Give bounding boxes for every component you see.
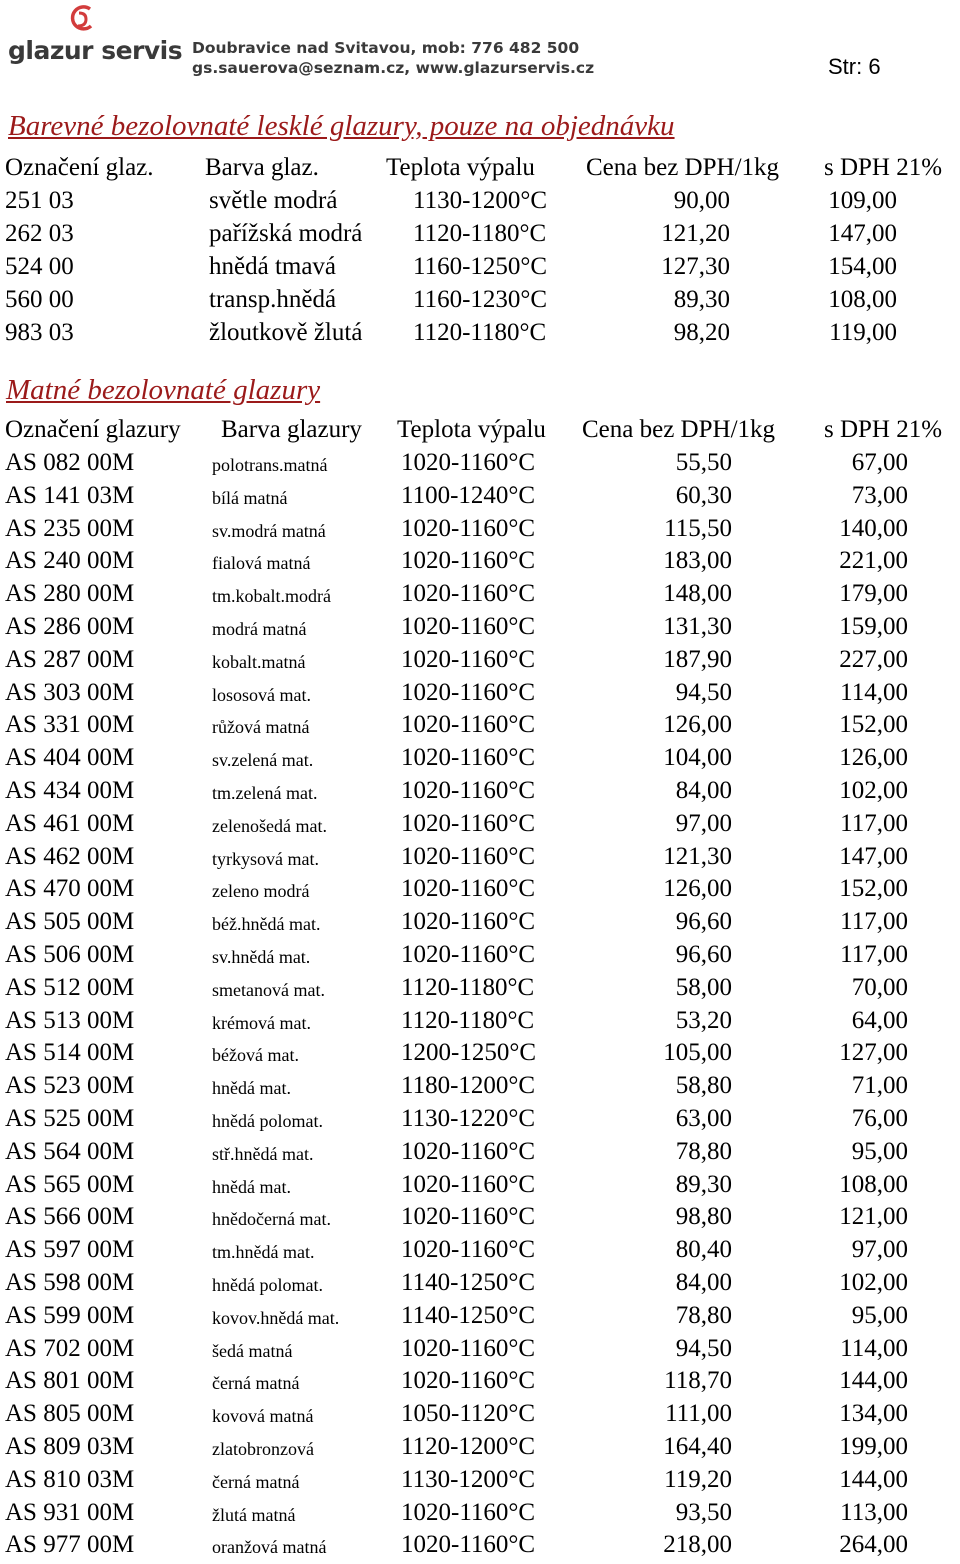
cell-vat: 264,00 xyxy=(839,1531,908,1559)
cell-temp: 1120-1200°C xyxy=(401,1432,536,1460)
cell-price: 78,80 xyxy=(675,1301,732,1329)
cell-color: tm.zelená mat. xyxy=(212,782,318,803)
cell-color: krémová mat. xyxy=(212,1012,311,1033)
cell-color: kovov.hnědá mat. xyxy=(212,1307,340,1328)
cell-color: transp.hnědá xyxy=(209,286,337,313)
cell-vat: 159,00 xyxy=(839,612,908,640)
cell-color: zelenošedá mat. xyxy=(212,815,327,836)
cell-temp: 1020-1160°C xyxy=(401,809,536,837)
table-row xyxy=(0,515,960,548)
cell-code: AS 801 00M xyxy=(5,1367,135,1395)
cell-color: zeleno modrá xyxy=(212,881,310,902)
cell-vat: 134,00 xyxy=(839,1400,908,1428)
cell-color: hnědá tmavá xyxy=(209,253,337,280)
table-row xyxy=(0,1433,960,1466)
col-temp-header: Teplota výpalu xyxy=(386,154,535,181)
cell-code: AS 280 00M xyxy=(5,580,135,608)
cell-temp: 1020-1160°C xyxy=(401,1531,536,1559)
table-row xyxy=(0,1499,960,1532)
cell-temp: 1100-1240°C xyxy=(401,481,536,509)
cell-price: 90,00 xyxy=(673,187,730,214)
cell-price: 218,00 xyxy=(663,1531,732,1559)
cell-code: 262 03 xyxy=(5,220,74,247)
cell-price: 58,80 xyxy=(675,1072,732,1100)
table-row xyxy=(0,1367,960,1400)
table-header-glossy xyxy=(0,154,960,184)
cell-code: AS 470 00M xyxy=(5,875,135,903)
cell-code: AS 331 00M xyxy=(5,711,135,739)
table-row xyxy=(0,810,960,843)
cell-temp: 1130-1200°C xyxy=(401,1465,536,1493)
cell-code: AS 565 00M xyxy=(5,1170,135,1198)
cell-code: AS 287 00M xyxy=(5,645,135,673)
cell-color: zlatobronzová xyxy=(212,1438,314,1459)
cell-price: 127,30 xyxy=(661,253,730,280)
cell-price: 60,30 xyxy=(675,481,732,509)
cell-code: AS 235 00M xyxy=(5,514,135,542)
table-row xyxy=(0,843,960,876)
cell-price: 187,90 xyxy=(663,645,732,673)
cell-color: stř.hnědá mat. xyxy=(212,1143,314,1164)
cell-price: 96,60 xyxy=(675,940,732,968)
cell-price: 96,60 xyxy=(675,908,732,936)
cell-color: hnědočerná mat. xyxy=(212,1209,331,1230)
col-code-header: Označení glazury xyxy=(5,416,181,443)
cell-temp: 1020-1160°C xyxy=(401,875,536,903)
cell-color: modrá matná xyxy=(212,618,307,639)
col-price-header: Cena bez DPH/1kg xyxy=(582,416,776,443)
cell-vat: 154,00 xyxy=(828,253,897,280)
cell-vat: 102,00 xyxy=(839,1268,908,1296)
cell-vat: 109,00 xyxy=(828,187,897,214)
cell-code: AS 505 00M xyxy=(5,908,135,936)
table-row xyxy=(0,1302,960,1335)
cell-code: 560 00 xyxy=(5,286,74,313)
cell-vat: 76,00 xyxy=(851,1104,908,1132)
cell-vat: 144,00 xyxy=(839,1465,908,1493)
cell-color: hnědá polomat. xyxy=(212,1110,323,1131)
cell-color: lososová mat. xyxy=(212,684,311,705)
cell-temp: 1140-1250°C xyxy=(401,1301,536,1329)
cell-temp: 1020-1160°C xyxy=(401,547,536,575)
cell-vat: 140,00 xyxy=(839,514,908,542)
cell-temp: 1020-1160°C xyxy=(401,514,536,542)
cell-vat: 114,00 xyxy=(840,678,908,706)
table-row xyxy=(0,547,960,580)
cell-vat: 147,00 xyxy=(839,842,908,870)
cell-temp: 1120-1180°C xyxy=(401,973,535,1001)
cell-temp: 1020-1160°C xyxy=(401,449,536,476)
cell-price: 80,40 xyxy=(675,1236,732,1264)
cell-temp: 1020-1160°C xyxy=(401,1236,536,1264)
cell-vat: 221,00 xyxy=(839,547,908,575)
cell-price: 89,30 xyxy=(673,286,730,313)
cell-price: 53,20 xyxy=(675,1006,732,1034)
cell-color: sv.hnědá mat. xyxy=(212,946,311,967)
cell-vat: 152,00 xyxy=(839,711,908,739)
table-row xyxy=(0,974,960,1007)
cell-color: černá matná xyxy=(212,1373,300,1394)
cell-temp: 1020-1160°C xyxy=(401,645,536,673)
cell-vat: 127,00 xyxy=(839,1039,908,1067)
cell-color: béžová mat. xyxy=(212,1045,299,1066)
cell-temp: 1020-1160°C xyxy=(401,1334,536,1362)
cell-price: 119,20 xyxy=(664,1465,732,1493)
cell-price: 126,00 xyxy=(663,875,732,903)
cell-code: AS 512 00M xyxy=(5,973,135,1001)
cell-temp: 1020-1160°C xyxy=(401,580,536,608)
col-color-header: Barva glaz. xyxy=(205,154,319,181)
cell-vat: 144,00 xyxy=(839,1367,908,1395)
table-row xyxy=(0,875,960,908)
table-row xyxy=(0,941,960,974)
cell-temp: 1020-1160°C xyxy=(401,908,536,936)
cell-temp: 1050-1120°C xyxy=(401,1400,536,1428)
cell-code: AS 514 00M xyxy=(5,1039,135,1067)
cell-color: oranžová matná xyxy=(212,1537,327,1558)
table-row xyxy=(0,482,960,515)
cell-temp: 1020-1160°C xyxy=(401,612,536,640)
cell-code: AS 434 00M xyxy=(5,776,135,804)
cell-vat: 179,00 xyxy=(839,580,908,608)
cell-code: AS 513 00M xyxy=(5,1006,135,1034)
cell-code: AS 566 00M xyxy=(5,1203,135,1231)
table-row xyxy=(0,1171,960,1204)
cell-code: AS 977 00M xyxy=(5,1531,135,1559)
cell-vat: 199,00 xyxy=(839,1432,908,1460)
col-color-header: Barva glazury xyxy=(221,416,362,443)
cell-vat: 95,00 xyxy=(851,1301,908,1329)
table-row xyxy=(0,744,960,777)
cell-code: AS 240 00M xyxy=(5,547,135,575)
table-row xyxy=(0,449,960,482)
cell-code: AS 805 00M xyxy=(5,1400,135,1428)
cell-temp: 1020-1160°C xyxy=(401,711,536,739)
cell-vat: 102,00 xyxy=(839,776,908,804)
cell-code: AS 809 03M xyxy=(5,1432,135,1460)
cell-code: 251 03 xyxy=(5,187,74,214)
cell-color: béž.hnědá mat. xyxy=(212,914,321,935)
cell-code: AS 506 00M xyxy=(5,940,135,968)
cell-code: AS 082 00M xyxy=(5,449,135,476)
cell-price: 58,00 xyxy=(675,973,732,1001)
cell-vat: 121,00 xyxy=(839,1203,908,1231)
cell-code: AS 564 00M xyxy=(5,1137,135,1165)
cell-vat: 227,00 xyxy=(839,645,908,673)
table-row xyxy=(0,1203,960,1236)
table-row xyxy=(0,1466,960,1499)
cell-price: 148,00 xyxy=(663,580,732,608)
cell-temp: 1020-1160°C xyxy=(401,678,536,706)
cell-price: 94,50 xyxy=(675,678,732,706)
cell-temp: 1120-1180°C xyxy=(401,1006,535,1034)
table-row xyxy=(0,679,960,712)
cell-vat: 64,00 xyxy=(851,1006,908,1034)
table-row xyxy=(0,646,960,679)
table-row xyxy=(0,908,960,941)
cell-color: smetanová mat. xyxy=(212,979,325,1000)
cell-vat: 117,00 xyxy=(840,908,908,936)
cell-price: 84,00 xyxy=(675,776,732,804)
cell-price: 63,00 xyxy=(675,1104,732,1132)
cell-color: fialová matná xyxy=(212,553,311,574)
section-title-glossy: Barevné bezolovnaté lesklé glazury, pouze na objednávku xyxy=(8,110,675,142)
cell-color: žlutá matná xyxy=(212,1504,296,1525)
cell-color: hnědá polomat. xyxy=(212,1274,323,1295)
cell-vat: 95,00 xyxy=(851,1137,908,1165)
col-vat-header: s DPH 21% xyxy=(824,154,943,181)
table-row xyxy=(0,777,960,810)
cell-color: tyrkysová mat. xyxy=(212,848,319,869)
cell-color: černá matná xyxy=(212,1471,300,1492)
cell-code: AS 286 00M xyxy=(5,612,135,640)
cell-vat: 147,00 xyxy=(828,220,897,247)
cell-temp: 1020-1160°C xyxy=(401,1137,536,1165)
logo-mark-icon xyxy=(66,4,100,36)
cell-color: sv.modrá matná xyxy=(212,520,326,541)
col-vat-header: s DPH 21% xyxy=(824,416,943,443)
cell-vat: 117,00 xyxy=(840,809,908,837)
cell-vat: 152,00 xyxy=(839,875,908,903)
cell-temp: 1120-1180°C xyxy=(413,220,547,247)
cell-vat: 67,00 xyxy=(851,449,908,476)
table-row xyxy=(0,319,960,352)
cell-color: sv.zelená mat. xyxy=(212,750,314,771)
cell-color: šedá matná xyxy=(212,1340,293,1361)
cell-color: kovová matná xyxy=(212,1406,314,1427)
cell-price: 78,80 xyxy=(675,1137,732,1165)
cell-code: AS 141 03M xyxy=(5,481,135,509)
cell-color: bílá matná xyxy=(212,487,288,508)
cell-code: AS 702 00M xyxy=(5,1334,135,1362)
cell-code: AS 598 00M xyxy=(5,1268,135,1296)
cell-code: AS 303 00M xyxy=(5,678,135,706)
col-code-header: Označení glaz. xyxy=(5,154,154,181)
cell-code: AS 597 00M xyxy=(5,1236,135,1264)
cell-vat: 108,00 xyxy=(839,1170,908,1198)
cell-code: AS 599 00M xyxy=(5,1301,135,1329)
cell-vat: 73,00 xyxy=(851,481,908,509)
cell-price: 94,50 xyxy=(675,1334,732,1362)
table-row xyxy=(0,580,960,613)
cell-temp: 1160-1230°C xyxy=(413,286,548,313)
cell-color: hnědá mat. xyxy=(212,1078,291,1099)
cell-price: 104,00 xyxy=(663,744,732,772)
contact-address: Doubravice nad Svitavou, mob: 776 482 500 xyxy=(192,39,580,57)
table-row xyxy=(0,1039,960,1072)
cell-temp: 1120-1180°C xyxy=(413,319,547,346)
section-title-matte: Matné bezolovnaté glazury xyxy=(6,374,321,406)
table-row xyxy=(0,1400,960,1433)
cell-code: AS 461 00M xyxy=(5,809,135,837)
col-price-header: Cena bez DPH/1kg xyxy=(586,154,780,181)
cell-vat: 114,00 xyxy=(840,1334,908,1362)
table-header-matte xyxy=(0,416,960,446)
cell-color: tm.kobalt.modrá xyxy=(212,586,331,607)
cell-color: polotrans.matná xyxy=(212,455,328,475)
cell-temp: 1020-1160°C xyxy=(401,1203,536,1231)
cell-vat: 119,00 xyxy=(829,319,897,346)
cell-vat: 70,00 xyxy=(851,973,908,1001)
contact-info xyxy=(192,38,594,78)
cell-price: 118,70 xyxy=(664,1367,732,1395)
cell-temp: 1130-1220°C xyxy=(401,1104,536,1132)
contact-web: gs.sauerova@seznam.cz, www.glazurservis.cz xyxy=(192,59,595,77)
table-row xyxy=(0,711,960,744)
table-row xyxy=(0,187,960,220)
brand-name: glazur servis xyxy=(8,36,183,65)
table-row xyxy=(0,1105,960,1138)
cell-temp: 1020-1160°C xyxy=(401,940,536,968)
cell-temp: 1020-1160°C xyxy=(401,1170,536,1198)
cell-price: 126,00 xyxy=(663,711,732,739)
cell-price: 89,30 xyxy=(675,1170,732,1198)
cell-temp: 1140-1250°C xyxy=(401,1268,536,1296)
table-glossy xyxy=(0,187,960,352)
cell-price: 115,50 xyxy=(664,514,732,542)
cell-price: 98,20 xyxy=(673,319,730,346)
cell-temp: 1020-1160°C xyxy=(401,842,536,870)
cell-color: žloutkově žlutá xyxy=(209,319,363,346)
table-row xyxy=(0,1007,960,1040)
cell-color: světle modrá xyxy=(209,187,338,214)
cell-color: tm.hnědá mat. xyxy=(212,1242,315,1263)
cell-price: 111,00 xyxy=(665,1400,732,1428)
cell-temp: 1020-1160°C xyxy=(401,776,536,804)
cell-vat: 108,00 xyxy=(828,286,897,313)
table-row xyxy=(0,1236,960,1269)
cell-vat: 71,00 xyxy=(851,1072,908,1100)
table-row xyxy=(0,220,960,253)
cell-color: kobalt.matná xyxy=(212,651,306,672)
cell-color: hnědá mat. xyxy=(212,1176,291,1197)
cell-code: 524 00 xyxy=(5,253,74,280)
cell-color: růžová matná xyxy=(212,717,310,738)
cell-price: 105,00 xyxy=(663,1039,732,1067)
cell-vat: 113,00 xyxy=(840,1498,908,1526)
cell-color: pařížská modrá xyxy=(209,220,363,247)
page-number: Str: 6 xyxy=(828,54,881,79)
cell-code: AS 523 00M xyxy=(5,1072,135,1100)
cell-price: 93,50 xyxy=(675,1498,732,1526)
cell-code: AS 931 00M xyxy=(5,1498,135,1526)
table-row xyxy=(0,253,960,286)
cell-vat: 97,00 xyxy=(851,1236,908,1264)
cell-temp: 1020-1160°C xyxy=(401,1367,536,1395)
cell-price: 97,00 xyxy=(675,809,732,837)
cell-temp: 1020-1160°C xyxy=(401,744,536,772)
cell-temp: 1200-1250°C xyxy=(401,1039,536,1067)
cell-temp: 1130-1200°C xyxy=(413,187,548,214)
cell-price: 98,80 xyxy=(675,1203,732,1231)
cell-price: 121,30 xyxy=(663,842,732,870)
table-row xyxy=(0,1138,960,1171)
table-row xyxy=(0,1269,960,1302)
cell-price: 84,00 xyxy=(675,1268,732,1296)
cell-price: 183,00 xyxy=(663,547,732,575)
table-row xyxy=(0,1531,960,1564)
cell-code: AS 525 00M xyxy=(5,1104,135,1132)
cell-code: AS 462 00M xyxy=(5,842,135,870)
cell-price: 164,40 xyxy=(663,1432,732,1460)
cell-price: 131,30 xyxy=(663,612,732,640)
cell-price: 55,50 xyxy=(675,449,732,476)
col-temp-header: Teplota výpalu xyxy=(397,416,546,443)
cell-temp: 1160-1250°C xyxy=(413,253,548,280)
table-matte xyxy=(0,449,960,1564)
cell-code: AS 404 00M xyxy=(5,744,135,772)
table-row xyxy=(0,286,960,319)
cell-temp: 1020-1160°C xyxy=(401,1498,536,1526)
cell-code: AS 810 03M xyxy=(5,1465,135,1493)
cell-vat: 126,00 xyxy=(839,744,908,772)
cell-code: 983 03 xyxy=(5,319,74,346)
cell-vat: 117,00 xyxy=(840,940,908,968)
cell-price: 121,20 xyxy=(661,220,730,247)
table-row xyxy=(0,1335,960,1368)
company-logo xyxy=(8,4,183,66)
cell-temp: 1180-1200°C xyxy=(401,1072,536,1100)
table-row xyxy=(0,613,960,646)
table-row xyxy=(0,1072,960,1105)
